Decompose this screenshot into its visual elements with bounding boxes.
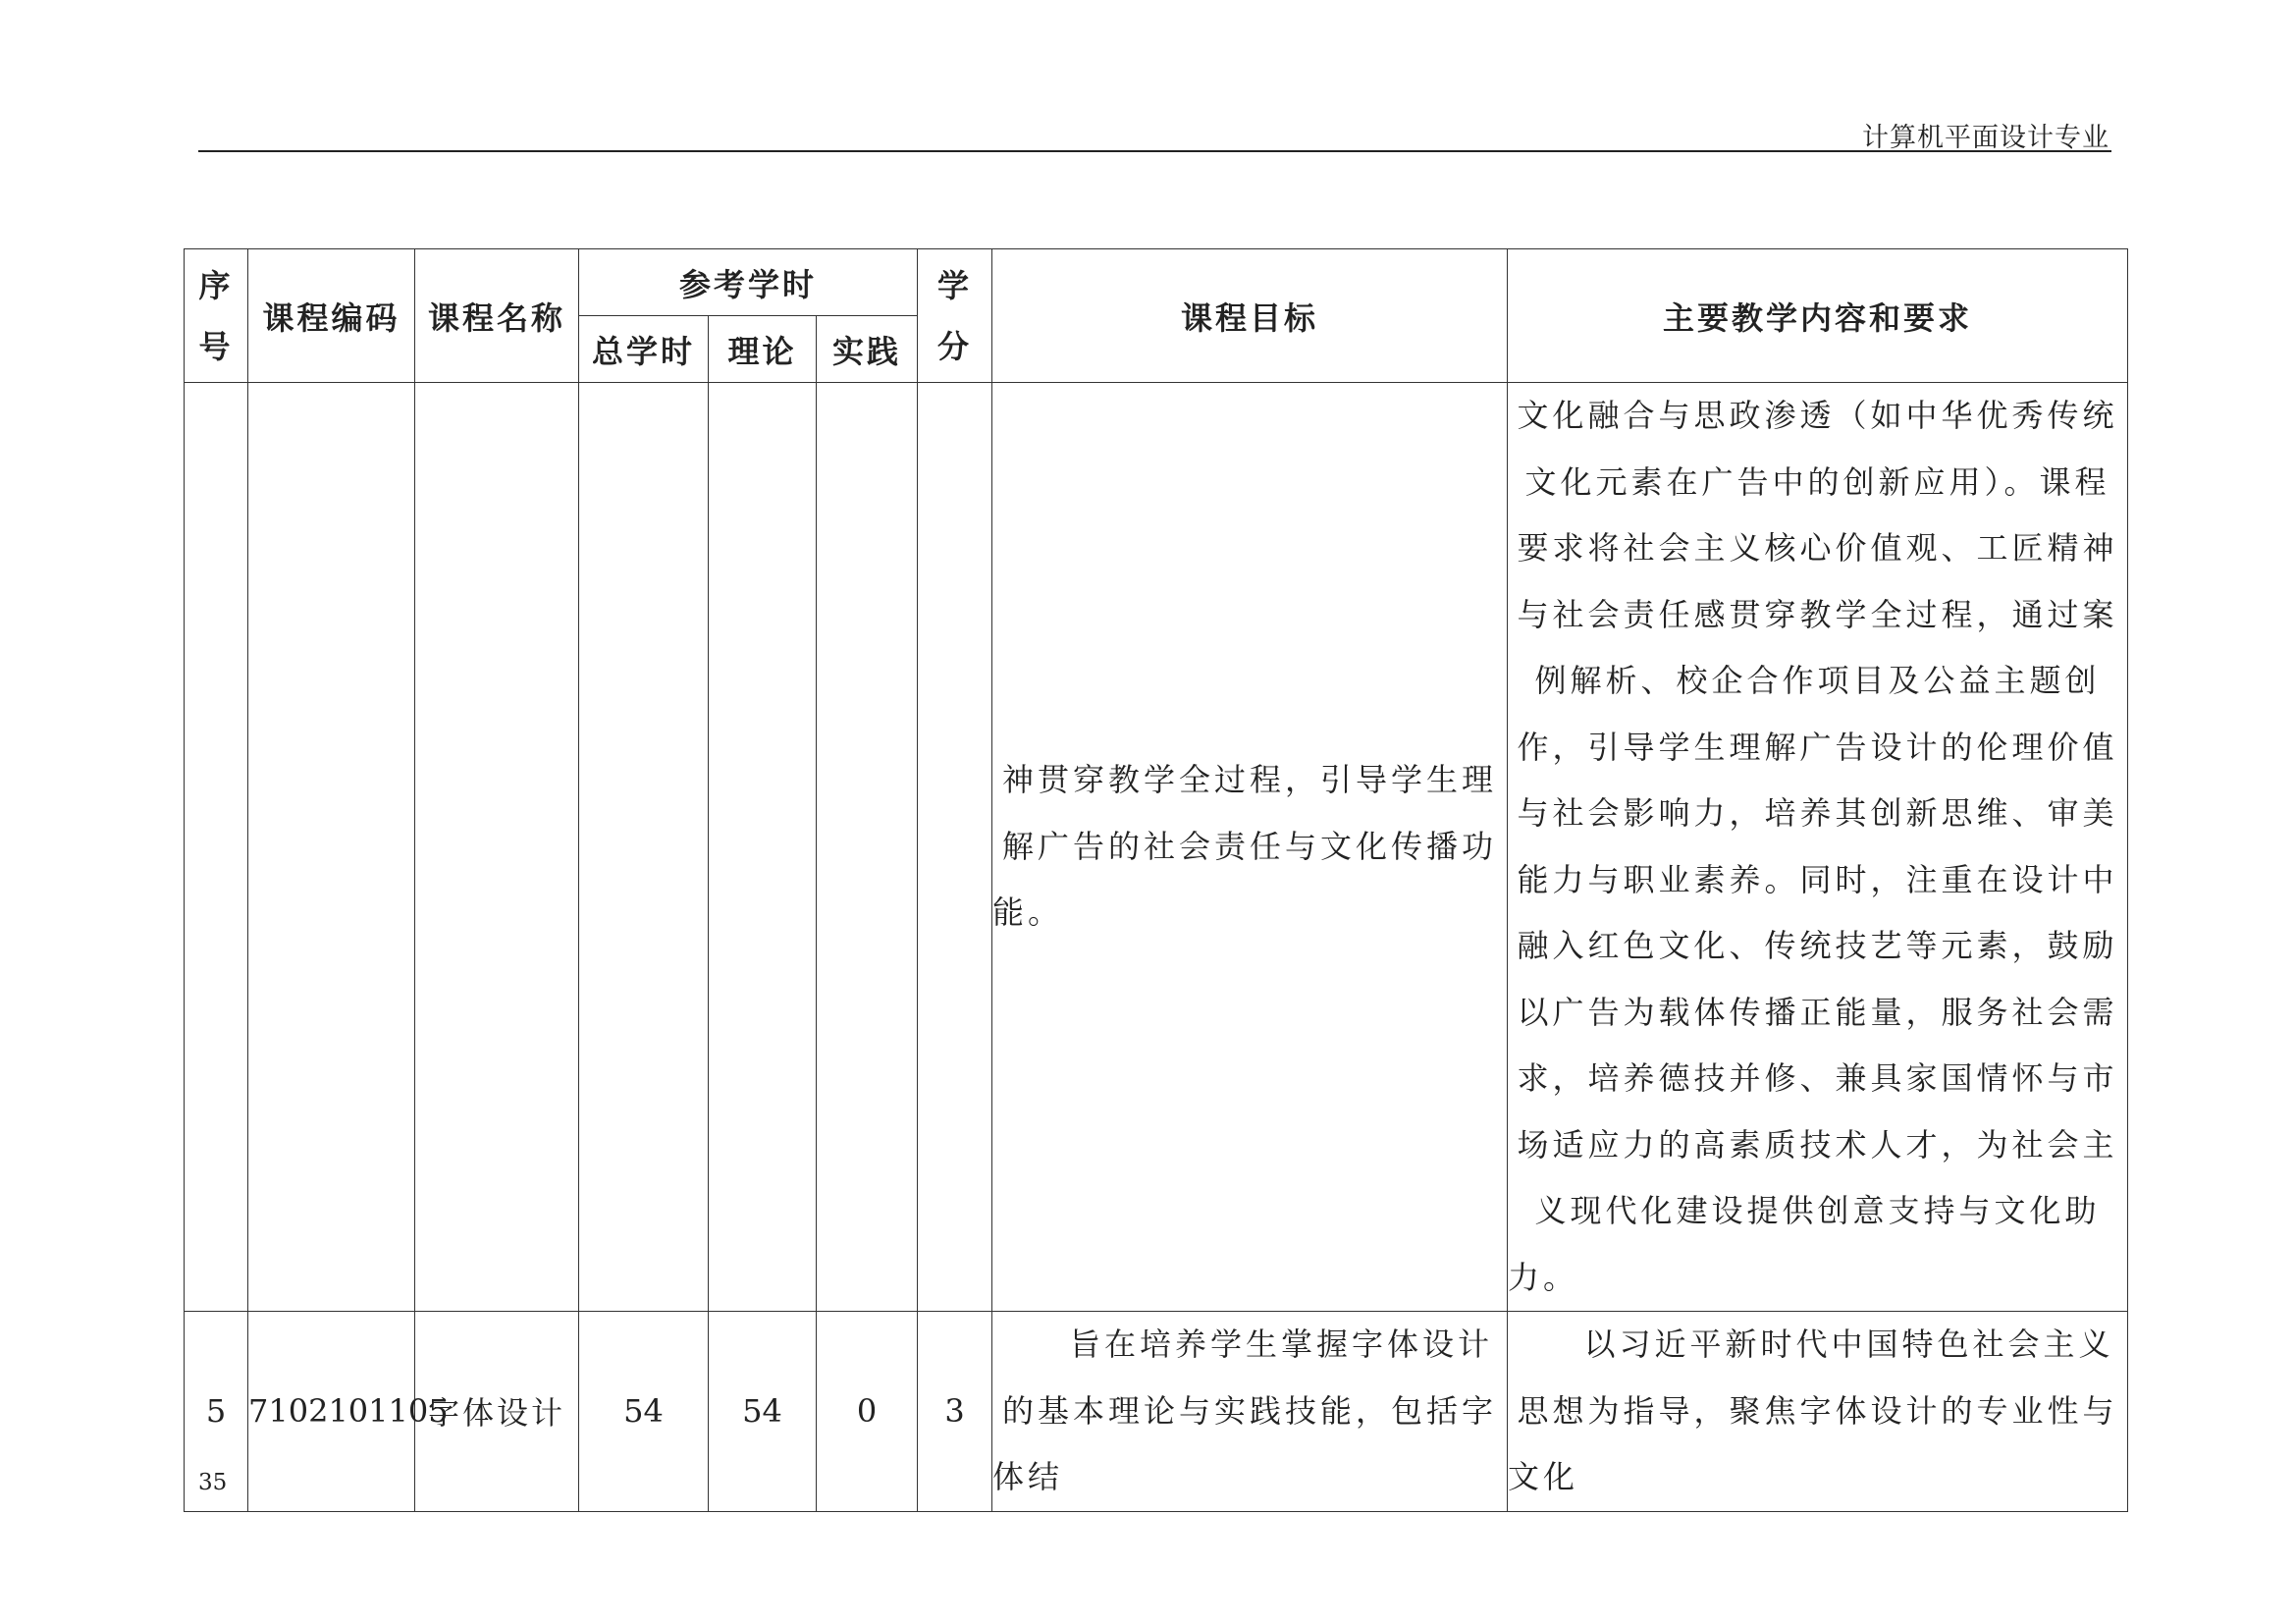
page-number: 35 (198, 1470, 228, 1495)
table-row (185, 383, 2128, 1312)
header-goal: 课程目标 (992, 249, 1508, 383)
course-table (184, 248, 2128, 1512)
course-content-text: 以习近平新时代中国特色社会主义思想为指导，聚焦字体设计的专业性与文化 (1508, 1326, 2118, 1495)
header-credit: 学 分 (918, 249, 992, 383)
header-theory-hours: 理论 (709, 316, 817, 383)
course-content-cell (1508, 1312, 2128, 1512)
cell-empty (918, 383, 992, 1312)
document-header-title: 计算机平面设计专业 (1862, 123, 2109, 153)
header-code: 课程编码 (248, 249, 415, 383)
header-rule (198, 150, 2111, 152)
header-content: 主要教学内容和要求 (1508, 249, 2128, 383)
header-name: 课程名称 (415, 249, 579, 383)
cell-total-hours: 54 (579, 1312, 709, 1512)
cell-empty (709, 383, 817, 1312)
course-goal-cell (992, 1312, 1508, 1512)
cell-credit: 3 (918, 1312, 992, 1512)
header-total-hours: 总学时 (579, 316, 709, 383)
cell-course-name: 字体设计 (415, 1312, 579, 1512)
cell-course-code: 7102101105 (248, 1312, 415, 1512)
cell-empty (185, 383, 248, 1312)
cell-practice-hours: 0 (817, 1312, 918, 1512)
header-practice-hours: 实践 (817, 316, 918, 383)
cell-empty (248, 383, 415, 1312)
cell-theory-hours: 54 (709, 1312, 817, 1512)
cell-empty (579, 383, 709, 1312)
cell-empty (415, 383, 579, 1312)
table-row (185, 1312, 2128, 1512)
header-seq: 序 号 (185, 249, 248, 383)
course-content-text: 文化融合与思政渗透（如中华优秀传统文化元素在广告中的创新应用）。课程要求将社会主义核心价值观、工匠精神与社会责任感贯穿教学全过程，通过案例解析、校企合作项目及公益主题创作，引导学生理解广告设计的伦理价值与社会影响力，培养其创新思维、审美能力与职业素养。同时，注重在设计中融入红色文化、传统技艺等元素，鼓励以广告为载体传播正能量，服务社会需求，培养德技并修、兼具家国情怀与市场适应力的高素质技术人才，为社会主义现代化建设提供创意支持与文化助力。 (1508, 383, 2128, 1312)
cell-empty (817, 383, 918, 1312)
cell-seq: 5 (185, 1312, 248, 1512)
header-ref-hours: 参考学时 (579, 249, 918, 316)
course-goal-text: 神贯穿教学全过程，引导学生理解广告的社会责任与文化传播功能。 (992, 383, 1508, 1312)
course-goal-text: 旨在培养学生掌握字体设计的基本理论与实践技能，包括字体结 (992, 1326, 1498, 1495)
